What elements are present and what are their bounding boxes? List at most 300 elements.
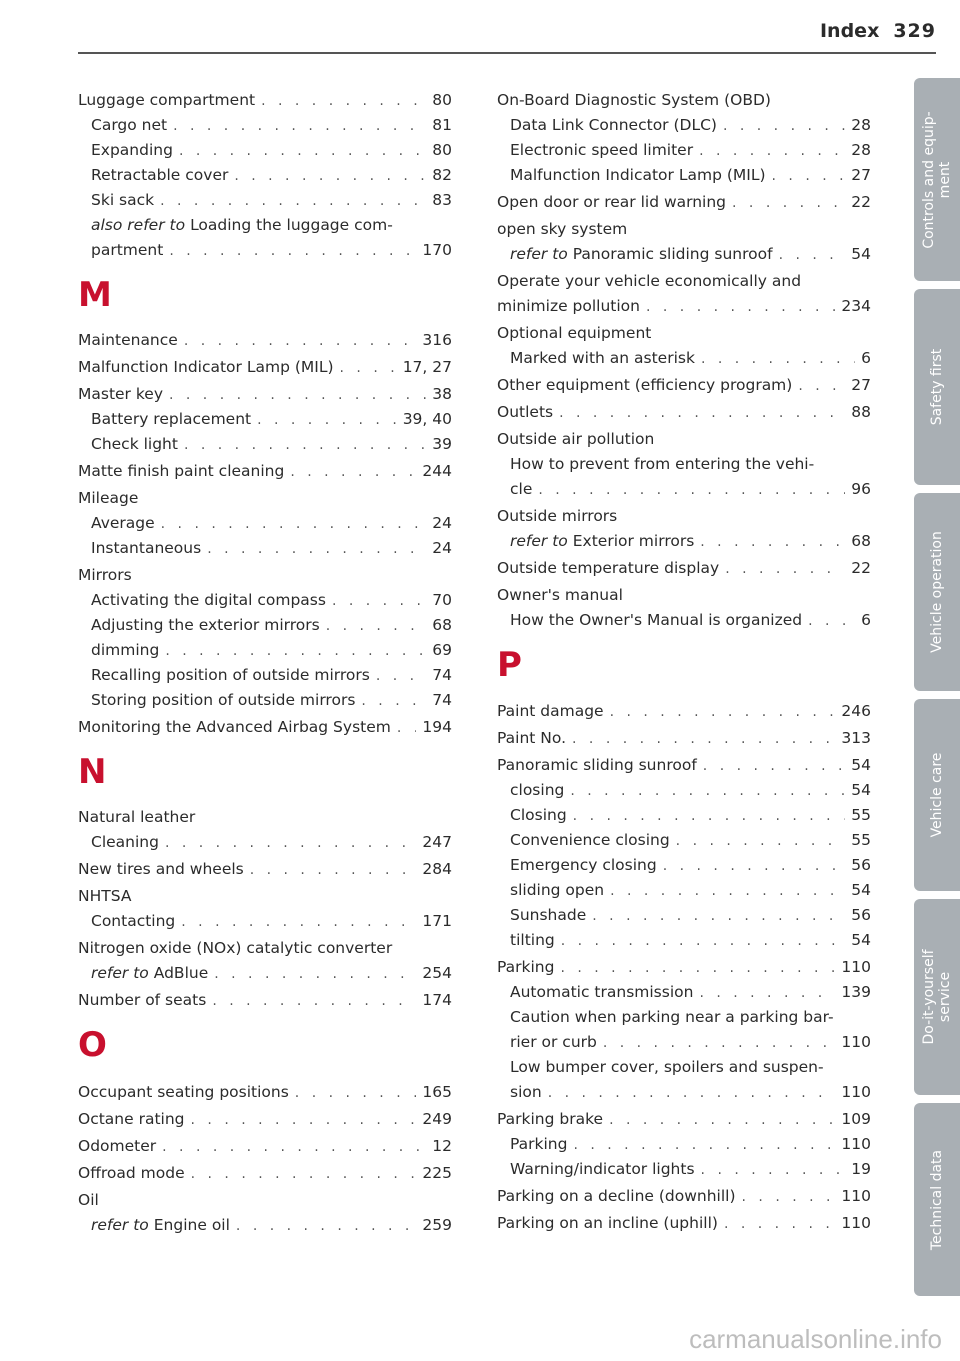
index-entry[interactable] [78, 355, 452, 380]
index-term: New tires and wheels [78, 860, 244, 878]
index-term: How to prevent from entering the vehi- [510, 455, 815, 473]
dot-leader [165, 831, 416, 856]
index-entry [497, 321, 871, 346]
index-entry[interactable] [91, 1213, 452, 1238]
index-entry[interactable] [91, 830, 452, 855]
page-reference[interactable]: 55 [851, 806, 871, 824]
index-term: Nitrogen oxide (NOx) catalytic converter [78, 939, 393, 957]
page-reference[interactable]: 54 [851, 756, 871, 774]
chapter-tab-controls-and-equip-ment[interactable] [914, 78, 960, 281]
chapter-tab-safety-first[interactable] [914, 289, 960, 485]
dot-leader [779, 243, 846, 268]
page-reference[interactable]: 19 [851, 1160, 871, 1178]
page-reference[interactable]: 74 [432, 691, 452, 709]
dot-leader [559, 401, 845, 426]
page-reference[interactable]: 170 [422, 241, 452, 259]
index-entry[interactable] [91, 163, 452, 188]
index-term: minimize pollution [497, 297, 640, 315]
index-entry[interactable] [497, 699, 871, 724]
index-term: Engine oil [153, 1216, 230, 1234]
index-term: Other equipment (efficiency program) [497, 376, 793, 394]
index-entry[interactable] [510, 138, 871, 163]
page-reference[interactable]: 225 [422, 1164, 452, 1182]
index-entry[interactable] [510, 346, 871, 371]
index-entry[interactable] [78, 459, 452, 484]
index-term: Activating the digital compass [91, 591, 326, 609]
page-reference[interactable]: 27 [851, 166, 871, 184]
dot-leader [701, 1158, 846, 1183]
page-reference[interactable]: 194 [422, 718, 452, 736]
index-term: Caution when parking near a parking bar- [510, 1008, 834, 1026]
index-term: Mirrors [78, 566, 132, 584]
page-reference[interactable]: 55 [851, 831, 871, 849]
index-entry[interactable] [510, 853, 871, 878]
chapter-tab-label: Vehicle care [929, 752, 945, 838]
index-term: Natural leather [78, 808, 196, 826]
dot-leader [808, 609, 855, 634]
index-entry[interactable] [78, 1161, 452, 1186]
index-term: Exterior mirrors [572, 532, 695, 550]
chapter-tab-label: Controls and equip- ment [921, 110, 953, 249]
index-entry [78, 884, 452, 909]
page-reference[interactable]: 171 [422, 912, 452, 930]
page-reference[interactable]: 254 [422, 964, 452, 982]
index-entry [78, 486, 452, 511]
page-reference[interactable]: 70 [432, 591, 452, 609]
chapter-tab-vehicle-care[interactable] [914, 699, 960, 891]
dot-leader [191, 1162, 417, 1187]
dot-leader [169, 239, 416, 264]
index-letter-n: N [78, 752, 107, 792]
index-term: Panoramic sliding sunroof [572, 245, 773, 263]
index-letter-p: P [497, 645, 522, 685]
page-reference[interactable]: 68 [851, 532, 871, 550]
watermark: carmanualsonline.info [689, 1324, 942, 1354]
dot-leader [560, 956, 835, 981]
dot-leader [212, 989, 416, 1014]
index-entry[interactable] [78, 1080, 452, 1105]
index-entry[interactable] [497, 556, 871, 581]
page-reference[interactable]: 24 [432, 514, 452, 532]
index-term: Cargo net [91, 116, 168, 134]
index-term: Parking [510, 1135, 568, 1153]
dot-leader [162, 1135, 426, 1160]
page-reference[interactable]: 38 [432, 385, 452, 403]
page-reference[interactable]: 27 [851, 376, 871, 394]
index-entry[interactable] [91, 238, 452, 263]
index-entry[interactable] [497, 190, 871, 215]
index-entry [78, 805, 452, 830]
index-entry[interactable] [497, 753, 871, 778]
index-term: Electronic speed limiter [510, 141, 694, 159]
index-term: sliding open [510, 881, 605, 899]
index-entry[interactable] [78, 715, 452, 740]
dot-leader [332, 589, 426, 614]
cross-reference-label: refer to [91, 1216, 149, 1234]
index-entry[interactable] [91, 432, 452, 457]
page-reference[interactable]: 56 [851, 906, 871, 924]
index-entry[interactable] [91, 588, 452, 613]
index-term: Recalling position of outside mirrors [91, 666, 370, 684]
chapter-tab-label: Safety first [929, 348, 945, 426]
dot-leader [610, 700, 836, 725]
index-term: Marked with an asterisk [510, 349, 695, 367]
dot-leader [538, 478, 845, 503]
index-term: Instantaneous [91, 539, 202, 557]
index-term: Closing [510, 806, 567, 824]
index-entry[interactable] [510, 828, 871, 853]
page-reference[interactable]: 96 [851, 480, 871, 498]
dot-leader [772, 164, 846, 189]
page-reference[interactable]: 39, 40 [402, 410, 452, 428]
dot-leader [725, 557, 845, 582]
dot-leader [290, 460, 416, 485]
dot-leader [700, 530, 845, 555]
dot-leader [376, 664, 426, 689]
index-entry[interactable] [510, 980, 871, 1005]
chapter-tab-do-it-yourself-service[interactable] [914, 899, 960, 1095]
index-term: Loading the luggage com- [190, 216, 393, 234]
page-reference[interactable]: 54 [851, 245, 871, 263]
cross-reference-label: refer to [510, 532, 568, 550]
page-reference[interactable]: 74 [432, 666, 452, 684]
dot-leader [732, 191, 845, 216]
index-term: Adjusting the exterior mirrors [91, 616, 320, 634]
page-reference[interactable]: 247 [422, 833, 452, 851]
dot-leader [646, 295, 835, 320]
index-entry[interactable] [91, 113, 452, 138]
page-reference[interactable]: 80 [432, 91, 452, 109]
index-entry[interactable] [510, 878, 871, 903]
index-term: Ski sack [91, 191, 155, 209]
index-entry[interactable] [78, 857, 452, 882]
index-term: Luggage compartment [78, 91, 256, 109]
dot-leader [160, 189, 426, 214]
index-term: Outside air pollution [497, 430, 655, 448]
index-term: Cleaning [91, 833, 159, 851]
index-term: Parking on an incline (uphill) [497, 1214, 718, 1232]
page-reference[interactable]: 28 [851, 141, 871, 159]
page-reference[interactable]: 284 [422, 860, 452, 878]
dot-leader [295, 1081, 417, 1106]
index-term: Oil [78, 1191, 99, 1209]
dot-leader [798, 374, 845, 399]
page-reference[interactable]: 234 [841, 297, 871, 315]
cross-reference-label: also refer to [91, 216, 186, 234]
index-term: On-Board Diagnostic System (OBD) [497, 91, 771, 109]
index-term: Emergency closing [510, 856, 657, 874]
index-term: Battery replacement [91, 410, 252, 428]
page-reference[interactable]: 259 [422, 1216, 452, 1234]
index-term: Warning/indicator lights [510, 1160, 695, 1178]
dot-leader [181, 910, 416, 935]
index-entry [497, 427, 871, 452]
page-reference[interactable]: 54 [851, 931, 871, 949]
index-entry[interactable] [510, 477, 871, 502]
page-reference[interactable]: 249 [422, 1110, 452, 1128]
index-term: Outlets [497, 403, 554, 421]
dot-leader [701, 347, 855, 372]
page-reference[interactable]: 246 [841, 702, 871, 720]
index-entry[interactable] [78, 1134, 452, 1159]
index-term: Owner's manual [497, 586, 623, 604]
dot-leader [561, 929, 846, 954]
index-entry[interactable] [78, 88, 452, 113]
index-term: Low bumper cover, spoilers and suspen- [510, 1058, 824, 1076]
page-reference[interactable]: 81 [432, 116, 452, 134]
index-entry[interactable] [497, 1107, 871, 1132]
index-term: Convenience closing [510, 831, 670, 849]
index-entry [510, 1055, 871, 1080]
chapter-tab-technical-data[interactable] [914, 1103, 960, 1296]
index-entry[interactable] [91, 511, 452, 536]
chapter-tab-vehicle-operation[interactable] [914, 493, 960, 691]
index-term: Optional equipment [497, 324, 652, 342]
index-entry[interactable] [497, 294, 871, 319]
index-entry[interactable] [91, 688, 452, 713]
index-term: Operate your vehicle economically and [497, 272, 802, 290]
index-entry[interactable] [510, 163, 871, 188]
page-reference[interactable]: 109 [841, 1110, 871, 1128]
page-reference[interactable]: 22 [851, 193, 871, 211]
page-reference[interactable]: 6 [861, 611, 871, 629]
index-entry[interactable] [497, 1184, 871, 1209]
dot-leader [234, 164, 426, 189]
index-term: Maintenance [78, 331, 178, 349]
index-entry [78, 936, 452, 961]
dot-leader [340, 356, 397, 381]
index-entry[interactable] [510, 803, 871, 828]
index-term: Expanding [91, 141, 173, 159]
index-term: Parking brake [497, 1110, 604, 1128]
index-entry[interactable] [510, 903, 871, 928]
dot-leader [397, 716, 417, 741]
dot-leader [592, 904, 845, 929]
index-entry[interactable] [78, 382, 452, 407]
index-entry[interactable] [510, 113, 871, 138]
index-term: AdBlue [153, 964, 209, 982]
index-term: Retractable cover [91, 166, 229, 184]
index-entry[interactable] [78, 328, 452, 353]
index-term: tilting [510, 931, 555, 949]
index-entry[interactable] [91, 613, 452, 638]
page-reference[interactable]: 12 [432, 1137, 452, 1155]
index-entry[interactable] [91, 536, 452, 561]
index-term: Sunshade [510, 906, 587, 924]
index-term: Open door or rear lid warning [497, 193, 727, 211]
dot-leader [184, 329, 417, 354]
dot-leader [257, 408, 397, 433]
index-term: Average [91, 514, 155, 532]
page-reference[interactable]: 22 [851, 559, 871, 577]
index-entry[interactable] [91, 909, 452, 934]
page-reference[interactable]: 244 [422, 462, 452, 480]
index-entry [78, 1188, 452, 1213]
index-entry [510, 1005, 871, 1030]
page-reference[interactable]: 69 [432, 641, 452, 659]
index-entry[interactable] [510, 1132, 871, 1157]
index-entry[interactable] [510, 242, 871, 267]
index-entry[interactable] [91, 188, 452, 213]
page-reference[interactable]: 165 [422, 1083, 452, 1101]
index-entry[interactable] [91, 638, 452, 663]
page-reference[interactable]: 110 [841, 1033, 871, 1051]
index-entry[interactable] [510, 778, 871, 803]
page-reference[interactable]: 316 [422, 331, 452, 349]
index-entry [497, 583, 871, 608]
page-reference[interactable]: 88 [851, 403, 871, 421]
index-term: Octane rating [78, 1110, 185, 1128]
page-reference[interactable]: 110 [841, 1214, 871, 1232]
index-term: Panoramic sliding sunroof [497, 756, 697, 774]
dot-leader [169, 383, 426, 408]
page-reference[interactable]: 110 [841, 1083, 871, 1101]
page-reference[interactable]: 17, 27 [402, 358, 452, 376]
index-term: Paint damage [497, 702, 604, 720]
page-reference[interactable]: 82 [432, 166, 452, 184]
index-term: Offroad mode [78, 1164, 185, 1182]
index-entry[interactable] [78, 1107, 452, 1132]
index-entry[interactable] [497, 726, 871, 751]
index-term: Outside temperature display [497, 559, 720, 577]
index-term: closing [510, 781, 565, 799]
index-term: cle [510, 480, 533, 498]
page-header [820, 20, 936, 42]
dot-leader [570, 779, 845, 804]
page-reference[interactable]: 110 [841, 1135, 871, 1153]
chapter-tab-label: Technical data [929, 1149, 945, 1250]
index-term: Mileage [78, 489, 139, 507]
index-entry[interactable] [497, 955, 871, 980]
section-title: Index [819, 20, 880, 42]
index-term: dimming [91, 641, 160, 659]
index-entry[interactable] [510, 928, 871, 953]
page-reference[interactable]: 174 [422, 991, 452, 1009]
index-term: rier or curb [510, 1033, 597, 1051]
index-entry[interactable] [91, 663, 452, 688]
dot-leader [724, 1212, 835, 1237]
index-entry [497, 88, 871, 113]
page-reference[interactable]: 39 [432, 435, 452, 453]
dot-leader [214, 962, 416, 987]
dot-leader [250, 858, 417, 883]
dot-leader [161, 512, 427, 537]
index-term: Parking on a decline (downhill) [497, 1187, 736, 1205]
page-reference[interactable]: 68 [432, 616, 452, 634]
index-entry [78, 563, 452, 588]
dot-leader [207, 537, 426, 562]
dot-leader [676, 829, 846, 854]
dot-leader [742, 1185, 836, 1210]
page-reference[interactable]: 54 [851, 881, 871, 899]
index-entry[interactable] [91, 138, 452, 163]
dot-leader [165, 639, 426, 664]
index-entry[interactable] [78, 988, 452, 1013]
page-reference[interactable]: 139 [841, 983, 871, 1001]
index-term: Check light [91, 435, 178, 453]
dot-leader [723, 114, 845, 139]
index-term: Malfunction Indicator Lamp (MIL) [510, 166, 766, 184]
page-reference[interactable]: 56 [851, 856, 871, 874]
index-term: Malfunction Indicator Lamp (MIL) [78, 358, 334, 376]
page-reference[interactable]: 80 [432, 141, 452, 159]
page-reference[interactable]: 313 [841, 729, 871, 747]
dot-leader [610, 879, 845, 904]
index-term: Occupant seating positions [78, 1083, 289, 1101]
index-term: Paint No. [497, 729, 567, 747]
index-entry[interactable] [510, 529, 871, 554]
index-entry[interactable] [510, 1157, 871, 1182]
index-term: Number of seats [78, 991, 207, 1009]
index-term: sion [510, 1083, 542, 1101]
chapter-tab-label: Do-it-yourself service [921, 949, 953, 1045]
dot-leader [361, 689, 426, 714]
page-reference[interactable]: 110 [841, 1187, 871, 1205]
dot-leader [699, 139, 845, 164]
index-entry[interactable] [497, 1211, 871, 1236]
index-entry[interactable] [91, 407, 452, 432]
index-entry[interactable] [497, 400, 871, 425]
dot-leader [236, 1214, 416, 1239]
index-term: Matte finish paint cleaning [78, 462, 285, 480]
index-entry [497, 504, 871, 529]
chapter-tab-label: Vehicle operation [929, 531, 945, 653]
index-term: Contacting [91, 912, 176, 930]
dot-leader [548, 1081, 836, 1106]
page-reference[interactable]: 110 [841, 958, 871, 976]
index-entry [497, 217, 871, 242]
index-term: How the Owner's Manual is organized [510, 611, 803, 629]
index-entry[interactable] [91, 961, 452, 986]
header-rule [78, 52, 936, 54]
cross-reference-label: refer to [91, 964, 149, 982]
dot-leader [603, 1031, 836, 1056]
index-entry [497, 269, 871, 294]
dot-leader [179, 139, 426, 164]
dot-leader [699, 981, 835, 1006]
index-term: Outside mirrors [497, 507, 618, 525]
index-term: NHTSA [78, 887, 132, 905]
page-number: 329 [893, 20, 936, 42]
index-term: Odometer [78, 1137, 157, 1155]
dot-leader [573, 1133, 835, 1158]
page-reference[interactable]: 83 [432, 191, 452, 209]
dot-leader [572, 727, 835, 752]
cross-reference-label: refer to [510, 245, 568, 263]
index-entry[interactable] [510, 608, 871, 633]
index-term: partment [91, 241, 164, 259]
index-entry[interactable] [497, 373, 871, 398]
dot-leader [703, 754, 845, 779]
page-reference[interactable]: 6 [861, 349, 871, 367]
index-entry[interactable] [510, 1030, 871, 1055]
page-reference[interactable]: 54 [851, 781, 871, 799]
dot-leader [173, 114, 426, 139]
index-letter-m: M [78, 275, 112, 315]
index-term: Parking [497, 958, 555, 976]
page-reference[interactable]: 24 [432, 539, 452, 557]
dot-leader [191, 1108, 417, 1133]
index-entry [510, 452, 871, 477]
dot-leader [609, 1108, 835, 1133]
index-term: open sky system [497, 220, 628, 238]
index-entry [91, 213, 452, 238]
dot-leader [573, 804, 846, 829]
dot-leader [184, 433, 426, 458]
index-entry[interactable] [510, 1080, 871, 1105]
index-term: Monitoring the Advanced Airbag System [78, 718, 391, 736]
page-reference[interactable]: 28 [851, 116, 871, 134]
